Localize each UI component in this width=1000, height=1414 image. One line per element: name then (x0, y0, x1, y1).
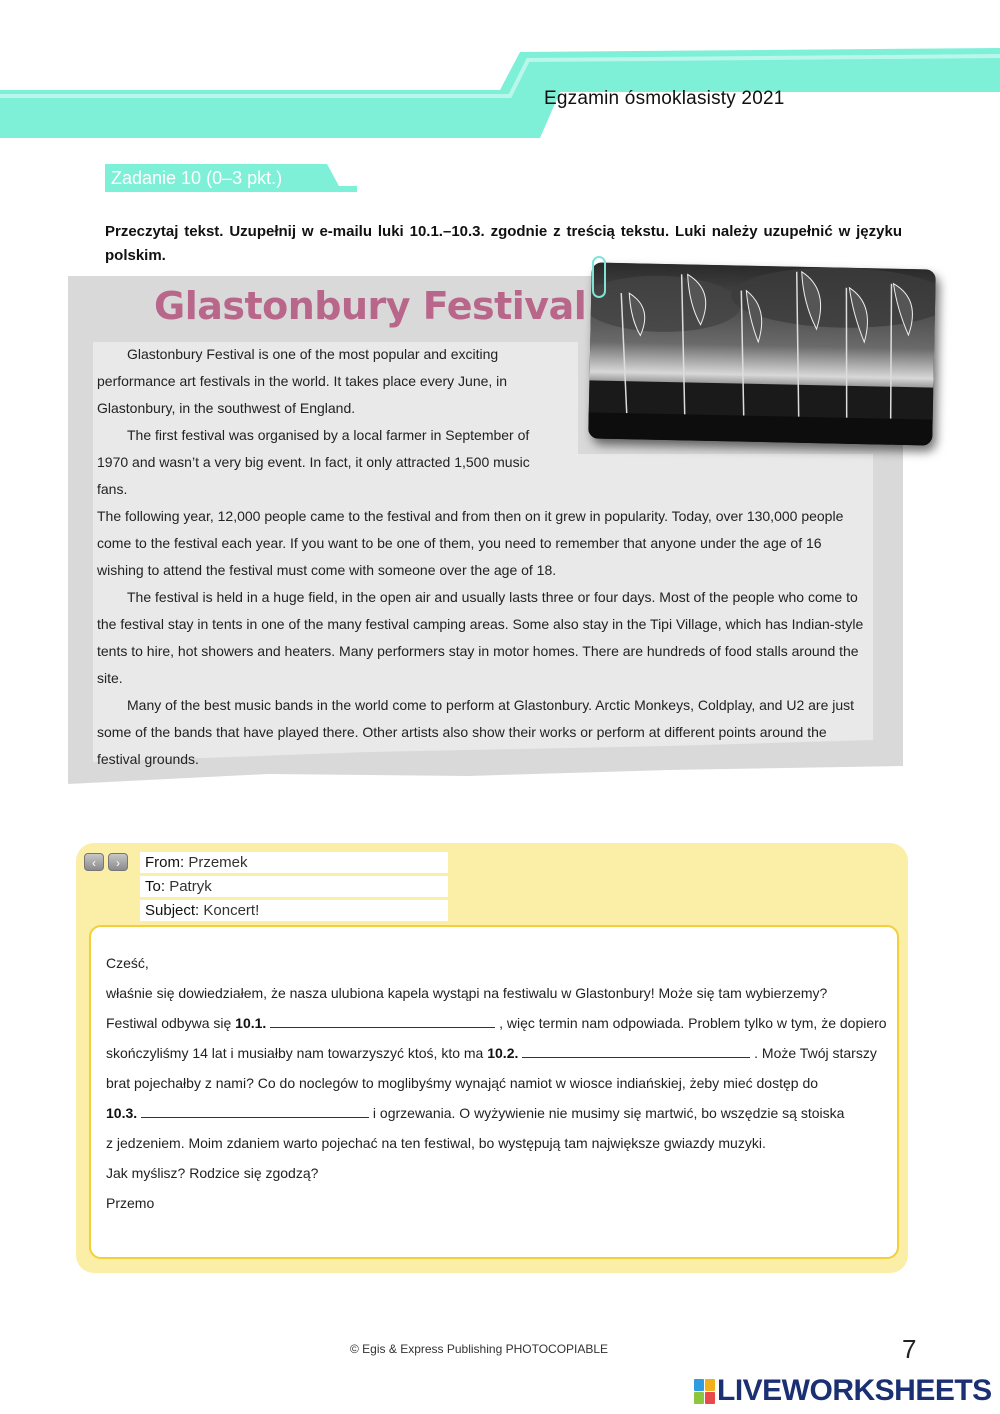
email-line-7: Jak myślisz? Rodzice się zgodzą? (106, 1165, 319, 1181)
page-number: 7 (902, 1334, 917, 1364)
email-line-3: skończyliśmy 14 lat i musiałby nam towarzyszyć ktoś, kto ma 10.2. . Może Twój starszy (106, 1045, 877, 1061)
article-paragraph-2a: The first festival was organised by a local farmer in September of 1970 and wasn’t a very big event. In fact, it only attracted 1,500 music fans. (97, 427, 530, 497)
forward-arrow-icon[interactable]: › (108, 853, 128, 871)
back-arrow-icon[interactable]: ‹ (84, 853, 104, 871)
email-greeting: Cześć, (106, 955, 149, 971)
task-instruction: Przeczytaj tekst. Uzupełnij w e-mailu luki 10.1.–10.3. zgodnie z treścią tekstu. Luki należy uzupełnić w języku polskim. (105, 223, 902, 264)
email-line-6: z jedzeniem. Moim zdaniem warto pojechać na ten festiwal, bo występują tam największe gwiazdy muzyki. (106, 1135, 766, 1151)
to-value: Patryk (169, 878, 212, 895)
from-value: Przemek (188, 854, 248, 871)
paperclip-icon (592, 256, 606, 298)
email-line-1: właśnie się dowiedziałem, że nasza ulubiona kapela wystąpi na festiwalu w Glastonbury! Może się tam wybierzemy? (106, 985, 828, 1001)
exam-title: Egzamin ósmoklasisty 2021 (544, 88, 785, 109)
subject-label: Subject: (145, 902, 200, 919)
article-body (97, 341, 867, 773)
article-paragraph-3: The festival is held in a huge field, in the open air and usually lasts three or four days. Most of the people who come to the festival stay in tents in one of the many festival camping areas. Some also stay in the Tipi Village, which has Indian-style tents to hire, hot showers and heaters. Many performers stay in motor homes. There are hundreds of food stalls around the site. (97, 589, 864, 686)
subject-value: Koncert! (203, 902, 260, 919)
article-paragraph-2b: The following year, 12,000 people came to the festival and from then on it grew in popularity. Today, over 130,000 people come to the festival each year. If you want to be one of them, you need to remember that anyone under the age of 16 wishing to attend the festival must come with someone over the age of 18. (97, 508, 844, 578)
article-paragraph-1: Glastonbury Festival is one of the most popular and exciting performance art festivals in the world. It takes place every June, in Glastonbury, in the southwest of England. (97, 346, 508, 416)
email-nav (84, 853, 128, 871)
header-band (0, 0, 1000, 150)
article-title: Glastonbury Festival (154, 284, 587, 328)
task-label-text: Zadanie 10 (0–3 pkt.) (111, 168, 283, 188)
gap-1-input[interactable] (270, 1013, 495, 1028)
gap-3-label: 10.3. (106, 1105, 138, 1121)
gap-2-label: 10.2. (487, 1045, 519, 1061)
task-label (105, 164, 282, 192)
liveworksheets-icon (694, 1379, 714, 1403)
article-paragraph-4: Many of the best music bands in the world come to perform at Glastonbury. Arctic Monkeys, Coldplay, and U2 are just some of the bands that have played there. Other artists also show their works or perform at different points around the festival grounds. (97, 697, 855, 767)
to-label: To: (145, 878, 166, 895)
email-line-2: Festiwal odbywa się 10.1. , więc termin nam odpowiada. Problem tylko w tym, że dopiero (106, 1015, 887, 1031)
email-line-5: 10.3. i ogrzewania. O wyżywienie nie musimy się martwić, bo wszędzie są stoiska (106, 1105, 845, 1121)
from-label: From: (145, 854, 185, 871)
gap-3-input[interactable] (141, 1103, 369, 1118)
gap-2-input[interactable] (522, 1043, 750, 1058)
email-from-field (140, 852, 448, 873)
email-signature: Przemo (106, 1195, 155, 1211)
liveworksheets-brand: LIVEWORKSHEETS (717, 1374, 992, 1407)
email-to-field (140, 876, 448, 897)
email-subject-field (140, 900, 448, 921)
liveworksheets-logo (694, 1374, 992, 1408)
email-text (106, 948, 891, 1218)
copyright: © Egis & Express Publishing PHOTOCOPIABLE (350, 1342, 609, 1356)
gap-1-label: 10.1. (235, 1015, 267, 1031)
email-line-4: brat pojechałby z nami? Co do noclegów to moglibyśmy wynająć namiot w wiosce indiańskiej, żeby mieć dostęp do (106, 1075, 819, 1091)
